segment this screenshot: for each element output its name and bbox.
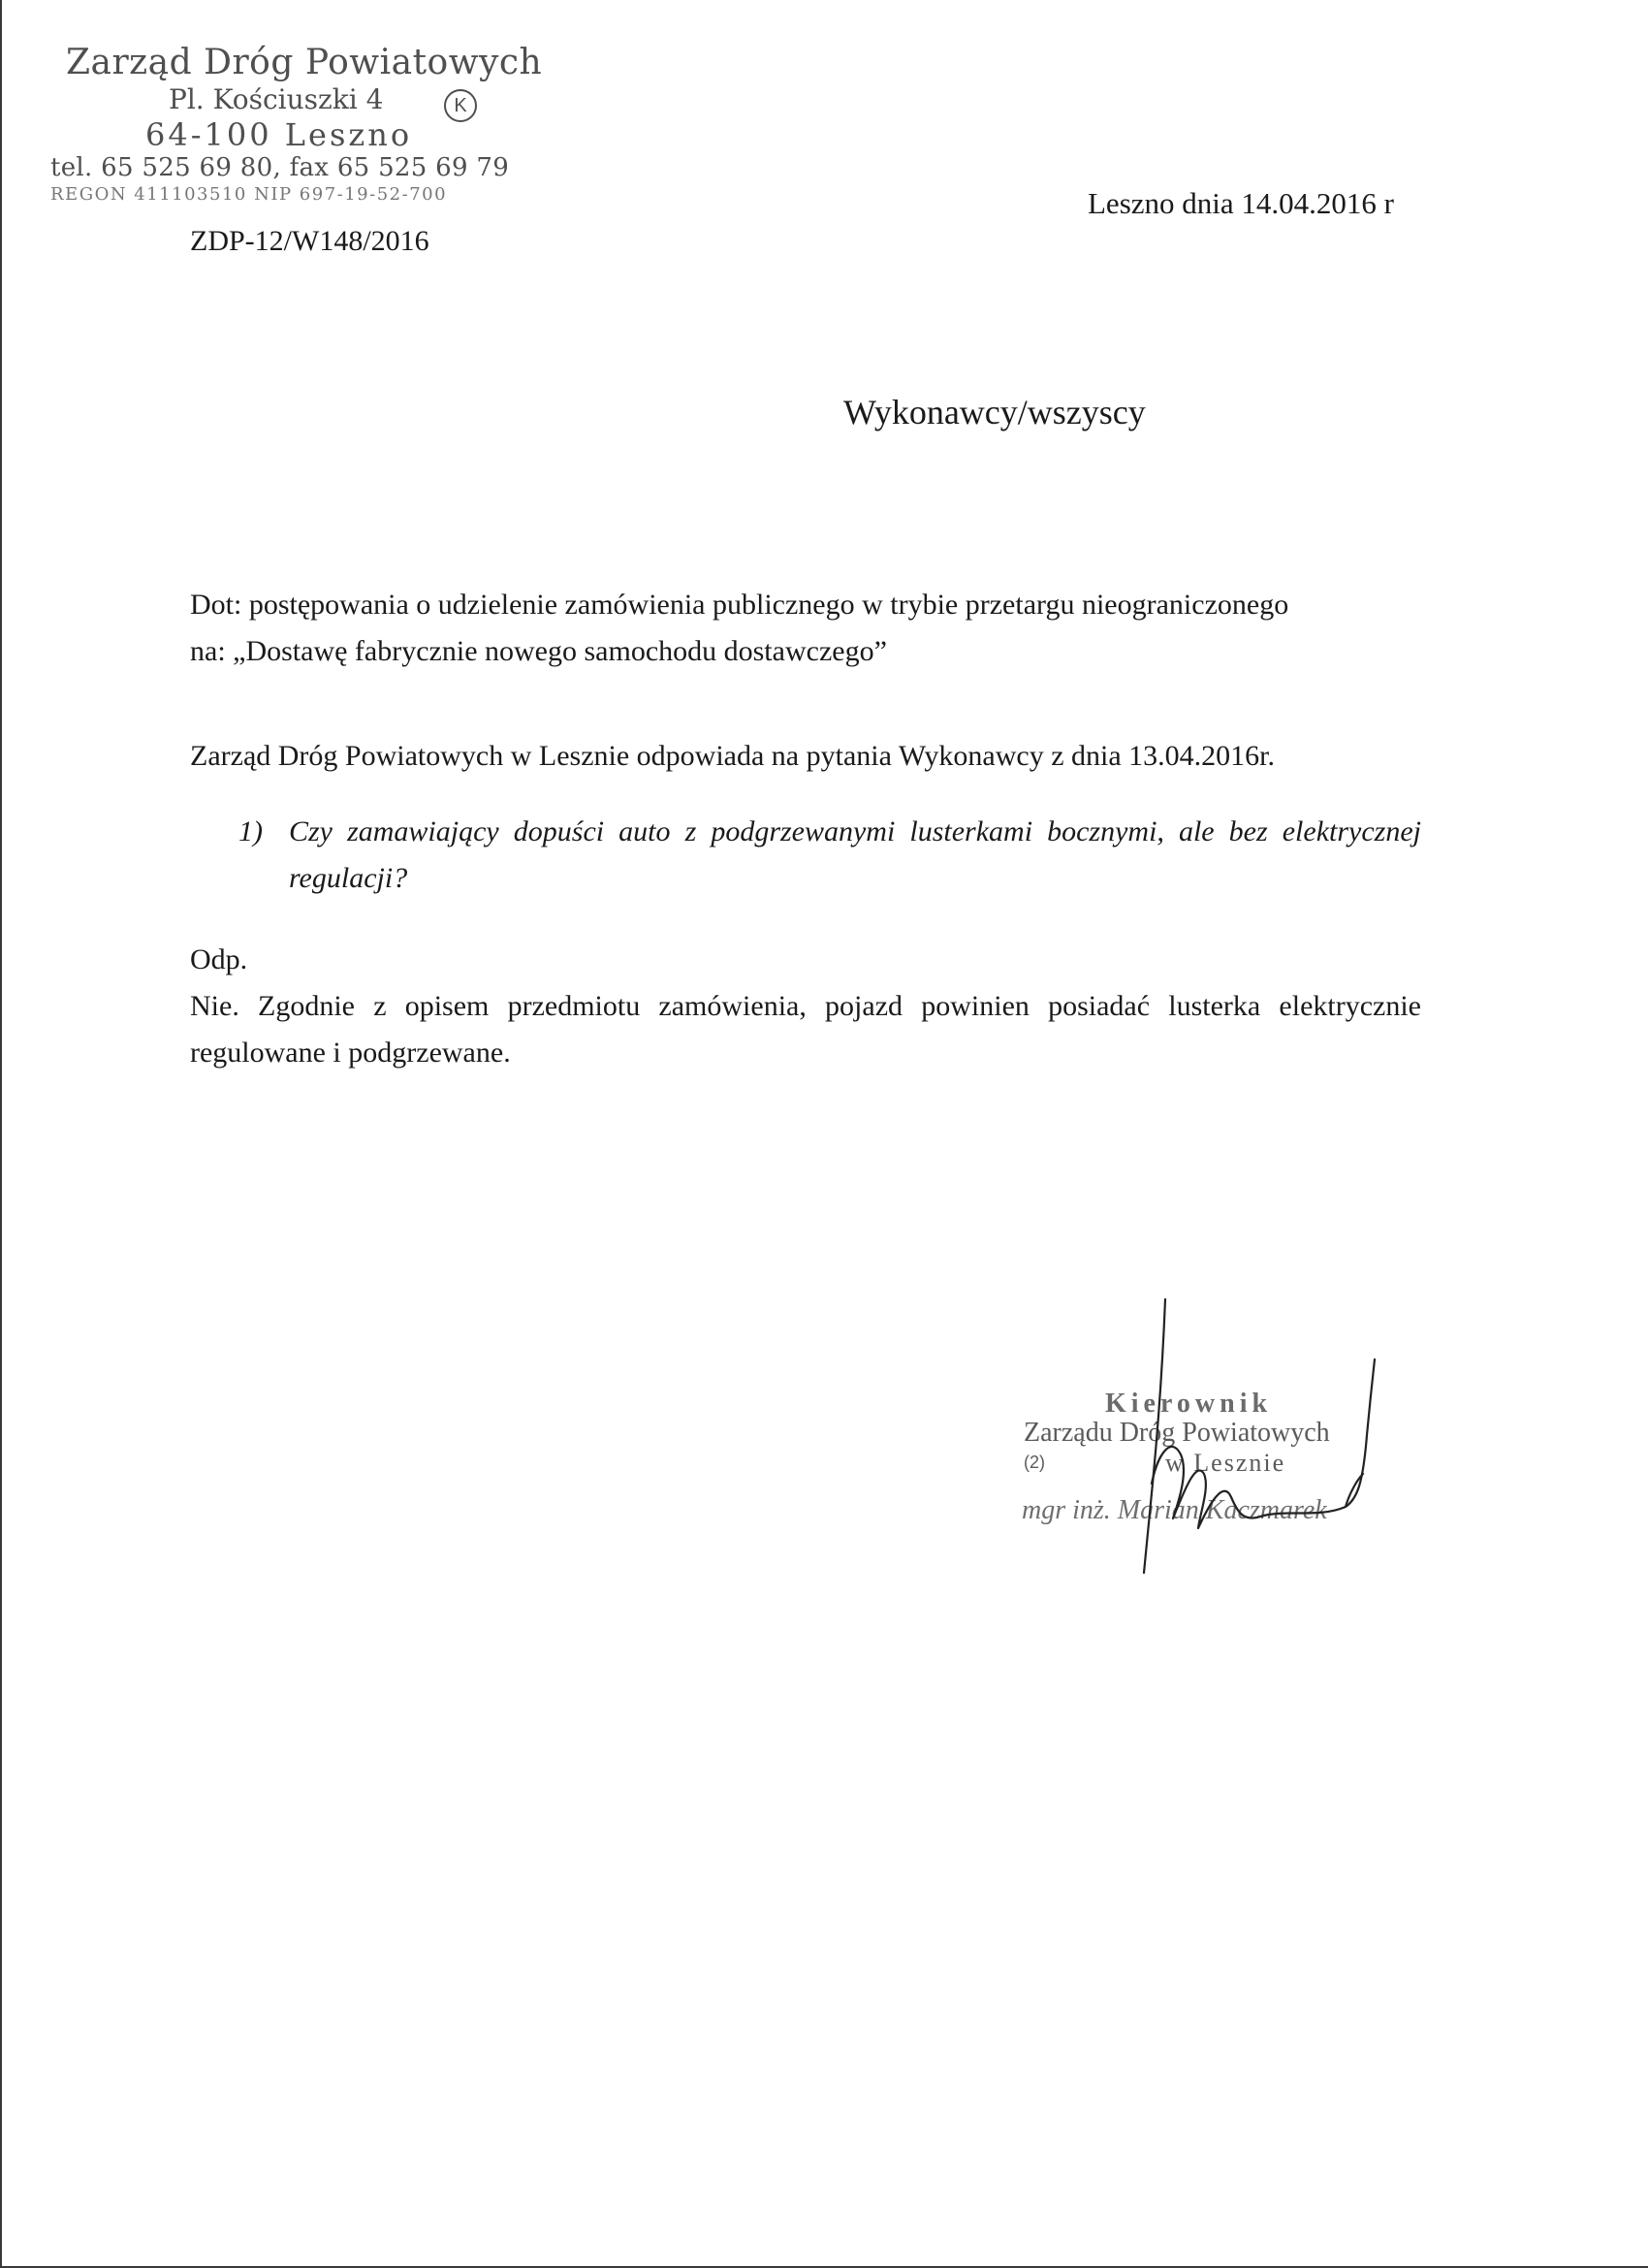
answer-label: Odp. [190, 943, 248, 975]
question-number: 1) [238, 815, 263, 847]
stamp-organization-name: Zarząd Dróg Powiatowych [66, 43, 543, 82]
handwritten-signature [1095, 1290, 1386, 1581]
page-edge [0, 0, 2, 2268]
k-badge-icon: K [444, 89, 477, 122]
addressee: Wykonawcy/wszyscy [843, 393, 1146, 431]
question-text: Czy zamawiający dopuści auto z podgrzewanymi lusterkami bocznymi, ale bez elektrycznej regulacji? [289, 815, 1421, 894]
question-item [238, 809, 1421, 902]
signatory-name: mgr inż. Marian Kaczmarek [1022, 1495, 1327, 1525]
subject-block [190, 582, 1421, 675]
subject-line: Dot: postępowania o udzielenie zamówienia publicznego w trybie przetargu nieograniczonego [190, 589, 1289, 621]
signatory-title: Kierownik [1105, 1389, 1273, 1419]
reference-number: ZDP-12/W148/2016 [190, 225, 429, 257]
answer-text: Nie. Zgodnie z opisem przedmiotu zamówienia, pojazd powinien posiadać lusterka elektrycznie regulowane i podgrzewane. [190, 990, 1421, 1069]
stamp-number: (2) [1024, 1453, 1045, 1472]
date-line: Leszno dnia 14.04.2016 r [1088, 186, 1394, 220]
stamp-phone-fax: tel. 65 525 69 80, fax 65 525 69 79 [50, 153, 510, 182]
intro-paragraph: Zarząd Dróg Powiatowych w Lesznie odpowiada na pytania Wykonawcy z dnia 13.04.2016r. [190, 740, 1275, 772]
subject-line: na: „Dostawę fabrycznie nowego samochodu dostawczego” [190, 635, 887, 667]
stamp-postal-city: 64-100 Leszno [145, 116, 413, 153]
answer-block [190, 937, 1421, 1076]
signatory-organization: Zarządu Dróg Powiatowych [1024, 1418, 1330, 1448]
stamp-street: Pl. Kościuszki 4 [169, 83, 384, 115]
signatory-city: w Lesznie [1165, 1449, 1286, 1477]
stamp-regon-nip: REGON 411103510 NIP 697-19-52-700 [50, 184, 448, 205]
